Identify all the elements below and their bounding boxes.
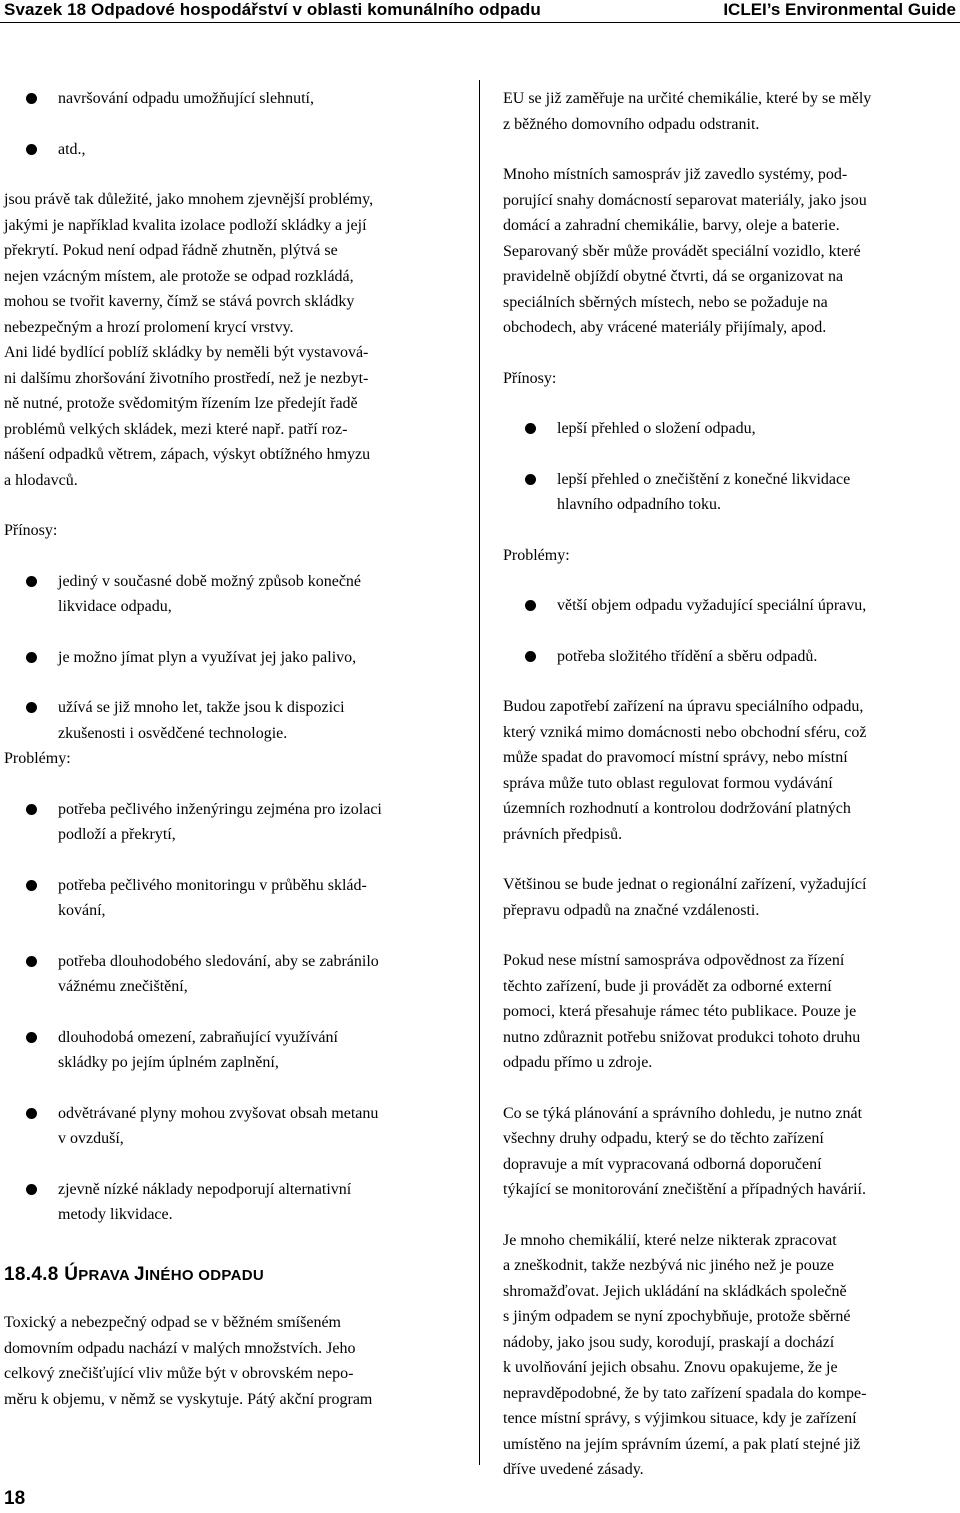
bullet-icon xyxy=(26,1032,37,1043)
paragraph: Pokud nese místní samospráva odpovědnost za řízení těchto zařízení, bude ji provádět za odborné externí pomoci, která přesahuje rámec této publikace. Pouze je nutno zdůraznit potřebu snižovat produkci tohoto druhu odpadu přímo u zdroje. xyxy=(503,952,861,1071)
list-item: potřeba dlouhodobého sledování, aby se zabránilo vážnému znečištění, xyxy=(4,949,460,1000)
bullet-icon xyxy=(26,804,37,815)
right-column xyxy=(503,86,955,1483)
benefits-heading: Přínosy: xyxy=(503,369,557,387)
paragraph: Mnoho místních samospráv již zavedlo systémy, pod- porující snahy domácností separovat materiály, jako jsou domácí a zahradní chemikálie, barvy, oleje a baterie. Separovaný sběr může provádět speciální vozidlo, které pravidelně objíždí obytné čtvrti, dá se organizovat na speciálních sběrných místech, nebo se požaduje na obchodech, aby vrácené materiály přijímaly, apod. xyxy=(503,166,867,336)
bullet-icon xyxy=(525,651,536,662)
bullet-icon xyxy=(26,93,37,104)
bullet-icon xyxy=(26,702,37,713)
bullet-icon xyxy=(26,880,37,891)
bullet-icon xyxy=(26,652,37,663)
paragraph: Toxický a nebezpečný odpad se v běžném smíšeném domovním odpadu nachází v malých množstvích. Jeho celkový znečišťující vliv může být v obrovském nepo- měru k objemu, v němž se vyskytuje. Pátý akční program xyxy=(4,1314,373,1408)
benefits-heading: Přínosy: xyxy=(4,522,58,539)
list-item: potřeba pečlivého inženýringu zejména pro izolaci podloží a překrytí, xyxy=(4,797,460,848)
list-item: lepší přehled o složení odpadu, xyxy=(503,416,955,442)
left-column xyxy=(4,86,460,1412)
list-item: větší objem odpadu vyžadující speciální úpravu, xyxy=(503,593,955,619)
paragraph: Budou zapotřebí zařízení na úpravu speciálního odpadu, který vzniká mimo domácnosti nebo obchodní sféru, což může spadat do pravomocí místní správy, nebo místní správa může tuto oblast regulovat formou vydávání územních rozhodnutí a kontrolou dodržování platných právních předpisů. xyxy=(503,698,867,843)
paragraph: Většinou se bude jednat o regionální zařízení, vyžadující přepravu odpadů na značné vzdálenosti. xyxy=(503,876,867,919)
paragraph: jsou právě tak důležité, jako mnohem zjevnější problémy, jakými je například kvalita izolace podloží skládky a její překrytí. Pokud není odpad řádně zhutněn, plýtvá se nejen vzácným místem, ale protože se odpad rozkládá, mohou se tvořit kaverny, čímž se stává povrch skládky nebezpečným a hrozí prolomení krycí vrstvy. Ani lidé bydlící poblíž skládky by neměli být vystavová- ni dalšímu zhoršování životního prostředí, než je nezbyt- ně nutné, protože svědomitým řízením lze předejít řadě problémů velkých skládek, mezi které např. patří roz- nášení odpadků větrem, zápach, výskyt obtížného hmyzu a hlodavců. xyxy=(4,191,374,489)
bullet-icon xyxy=(26,144,37,155)
list-item: lepší přehled o znečištění z konečné likvidace hlavního odpadního toku. xyxy=(503,467,955,518)
list-item: je možno jímat plyn a využívat jej jako palivo, xyxy=(4,645,460,671)
problems-heading: Problémy: xyxy=(4,750,71,767)
paragraph: Je mnoho chemikálií, které nelze nikterak zpracovat a zneškodnit, takže nezbývá nic jiného než je pouze shromažďovat. Jejich ukládání na skládkách společně s jiným odpadem se nyní zpochybňuje, protože sběrné nádoby, jako jsou sudy, korodují, praskají a dochází k uvolňování jejich obsahu. Znovu opakujeme, že je nepravděpodobné, že by tato zařízení spadala do kompe- tence místní správy, s výjimkou situace, kdy je zařízení umístěno na jejím správním území, a pak platí stejné již dříve uvedené zásady. xyxy=(503,1231,867,1478)
list-item: potřeba složitého třídění a sběru odpadů. xyxy=(503,644,955,670)
list-item: užívá se již mnoho let, takže jsou k dispozici zkušenosti i osvědčené technologie. xyxy=(4,695,460,746)
paragraph: Co se týká plánování a správního dohledu, je nutno znát všechny druhy odpadu, který se do těchto zařízení dopravuje a mít vypracovaná odborná doporučení týkající se monitorování znečištění a případných havárií. xyxy=(503,1104,866,1198)
header-guide-title: ICLEI’s Environmental Guide xyxy=(723,0,956,19)
bullet-icon xyxy=(26,1108,37,1119)
list-item: atd., xyxy=(4,137,460,163)
column-divider xyxy=(479,80,480,1465)
page-number: 18 xyxy=(4,1488,26,1509)
list-item: navršování odpadu umožňující slehnutí, xyxy=(4,86,460,112)
list-item: dlouhodobá omezení, zabraňující využívání skládky po jejím úplném zaplnění, xyxy=(4,1025,460,1076)
bullet-icon xyxy=(26,956,37,967)
paragraph: EU se již zaměřuje na určité chemikálie, které by se měly z běžného domovního odpadu odstranit. xyxy=(503,90,872,133)
list-item: jediný v současné době možný způsob konečné likvidace odpadu, xyxy=(4,569,460,620)
list-item: potřeba pečlivého monitoringu v průběhu sklád- kování, xyxy=(4,873,460,924)
section-title: 18.4.8 ÚPRAVA JINÉHO ODPADU xyxy=(4,1263,264,1285)
bullet-icon xyxy=(26,576,37,587)
problems-heading: Problémy: xyxy=(503,546,570,564)
header-volume-title: Svazek 18 Odpadové hospodářství v oblasti komunálního odpadu xyxy=(4,0,541,19)
bullet-icon xyxy=(525,600,536,611)
list-item: odvětrávané plyny mohou zvyšovat obsah metanu v ovzduší, xyxy=(4,1101,460,1152)
bullet-icon xyxy=(525,474,536,485)
list-item: zjevně nízké náklady nepodporují alternativní metody likvidace. xyxy=(4,1177,460,1228)
running-header xyxy=(0,0,960,23)
bullet-icon xyxy=(26,1184,37,1195)
bullet-icon xyxy=(525,423,536,434)
